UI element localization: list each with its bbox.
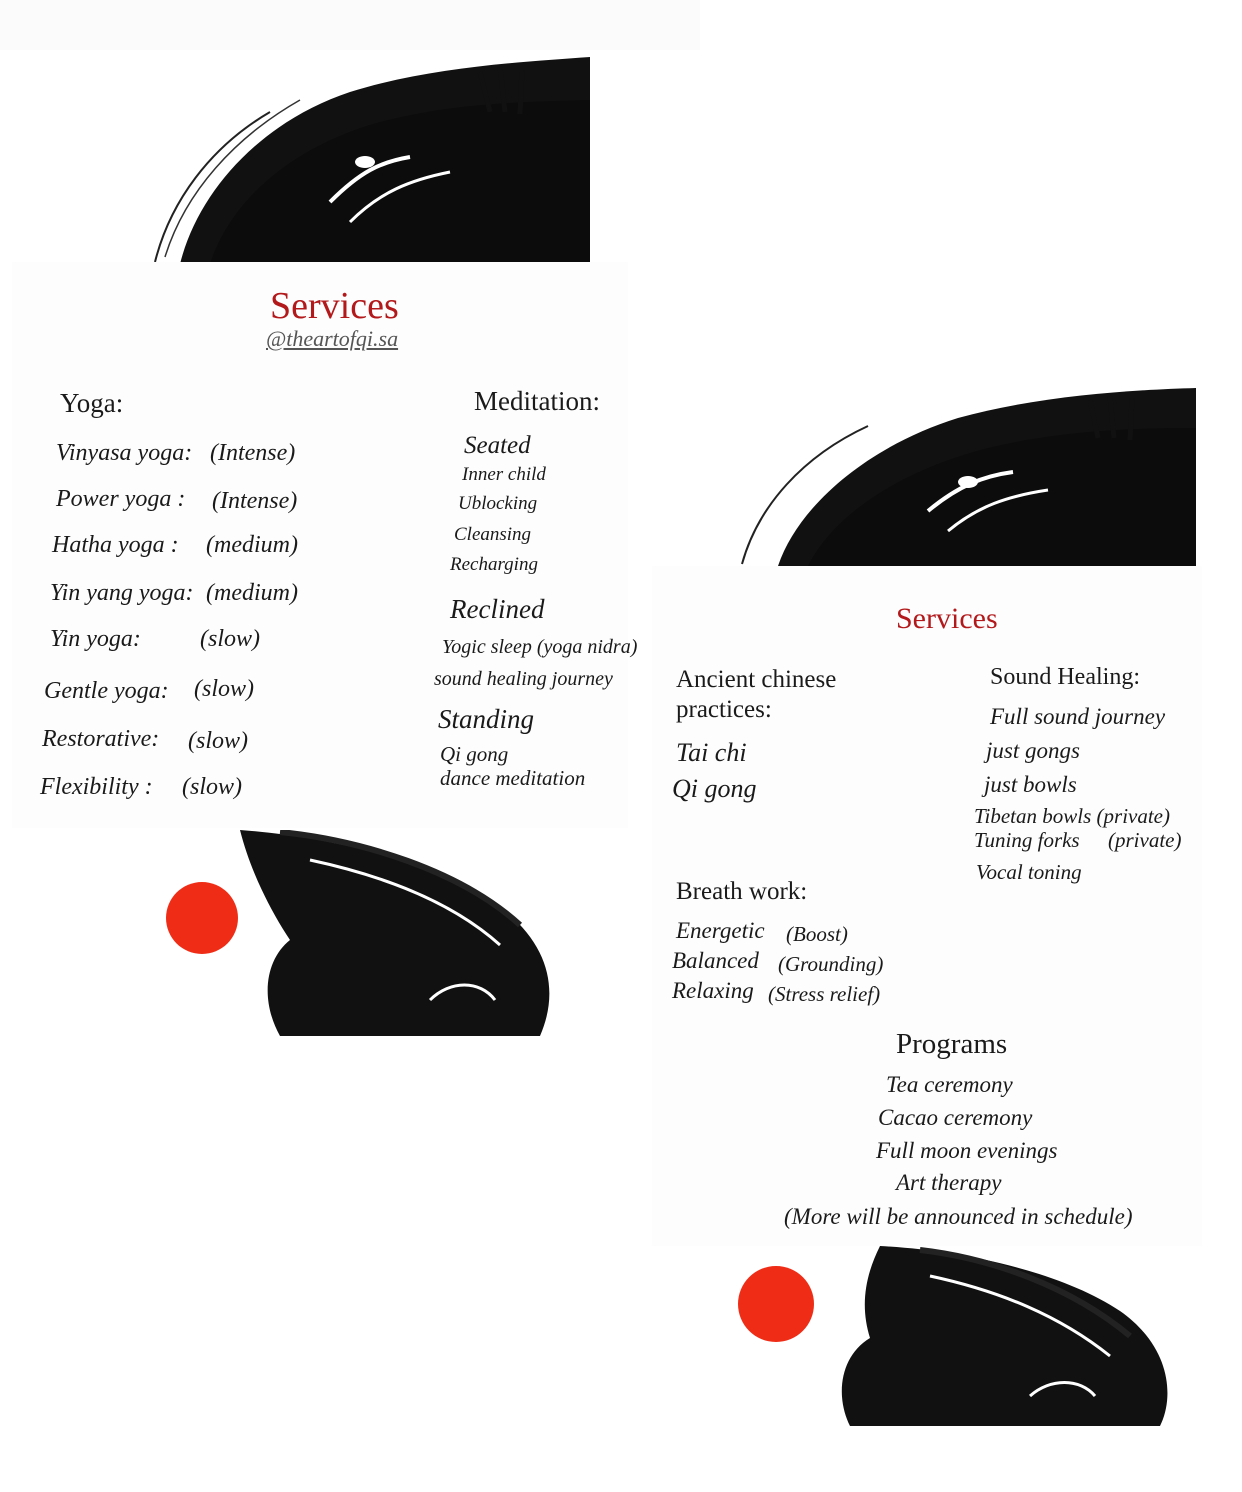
meditation-reclined-item: sound healing journey (434, 668, 613, 690)
breath-item-name: Balanced (672, 948, 759, 973)
yoga-item-name: Gentle yoga: (44, 678, 169, 704)
yoga-item-name: Power yoga : (56, 486, 186, 512)
meditation-seated-item: Recharging (450, 554, 538, 575)
red-sun-right (738, 1266, 814, 1342)
breath-item-name: Relaxing (672, 978, 754, 1003)
meditation-standing-label: Standing (438, 704, 535, 734)
sound-heading: Sound Healing: (990, 664, 1140, 690)
meditation-reclined-item: Yogic sleep (yoga nidra) (442, 636, 638, 658)
yoga-item-name: Yin yoga: (50, 626, 141, 652)
yoga-item-level: (slow) (182, 774, 242, 800)
ancient-item: Qi gong (672, 774, 757, 803)
sound-item: Full sound journey (990, 704, 1166, 729)
programs-heading: Programs (896, 1028, 1008, 1060)
yoga-item-name: Flexibility : (40, 774, 153, 800)
yoga-item-level: (Intense) (210, 440, 296, 466)
yoga-item-name: Hatha yoga : (52, 532, 179, 558)
meditation-seated-label: Seated (464, 432, 531, 459)
ancient-heading-line1: Ancient chinese (676, 666, 837, 693)
services-card-left (12, 262, 638, 828)
yoga-item-level: (medium) (206, 580, 298, 606)
ink-brush-bottom-left (160, 830, 580, 1040)
sound-item: just bowls (984, 772, 1077, 797)
card-title: Services (896, 602, 998, 635)
meditation-seated-item: Inner child (462, 464, 546, 485)
breath-item-note: (Boost) (786, 922, 848, 946)
yoga-item-name: Vinyasa yoga: (56, 440, 193, 466)
breath-heading: Breath work: (676, 878, 808, 905)
meditation-seated-item: Ublocking (458, 493, 538, 514)
program-item: Art therapy (896, 1170, 1002, 1195)
ink-brush-top-left (150, 52, 595, 264)
sound-item: Vocal toning (976, 860, 1082, 884)
meditation-standing-item: dance meditation (440, 766, 586, 790)
breath-item-note: (Grounding) (778, 952, 884, 976)
yoga-item-level: (slow) (194, 676, 254, 702)
breath-item-note: (Stress relief) (768, 982, 881, 1006)
ink-brush-top-right (738, 386, 1198, 566)
instagram-handle[interactable]: @theartofqi.sa (266, 326, 399, 351)
yoga-heading: Yoga: (60, 388, 124, 418)
yoga-item-level: (slow) (200, 626, 260, 652)
top-strip (0, 0, 700, 50)
sound-item-note: (private) (1108, 828, 1182, 852)
services-card-right (652, 566, 1202, 1246)
program-item: Cacao ceremony (878, 1105, 1033, 1130)
yoga-item-name: Yin yang yoga: (50, 580, 194, 606)
yoga-item-level: (medium) (206, 532, 298, 558)
meditation-heading: Meditation: (474, 386, 600, 416)
yoga-item-level: (Intense) (212, 488, 298, 514)
yoga-item-name: Restorative: (42, 726, 160, 752)
sound-item: just gongs (986, 738, 1080, 763)
sound-item: Tuning forks (974, 828, 1080, 852)
yoga-item-level: (slow) (188, 728, 248, 754)
card-title: Services (270, 285, 399, 327)
red-sun-left (166, 882, 238, 954)
breath-item-name: Energetic (676, 918, 765, 943)
ink-brush-bottom-right (730, 1246, 1180, 1428)
sound-item: Tibetan bowls (private) (974, 804, 1170, 828)
ancient-item: Tai chi (676, 738, 747, 767)
meditation-standing-item: Qi gong (440, 742, 509, 766)
meditation-reclined-label: Reclined (450, 594, 545, 624)
meditation-seated-item: Cleansing (454, 524, 532, 545)
programs-note: (More will be announced in schedule) (784, 1204, 1133, 1229)
ancient-heading-line2: practices: (676, 696, 772, 723)
program-item: Full moon evenings (876, 1138, 1058, 1163)
program-item: Tea ceremony (886, 1072, 1013, 1097)
